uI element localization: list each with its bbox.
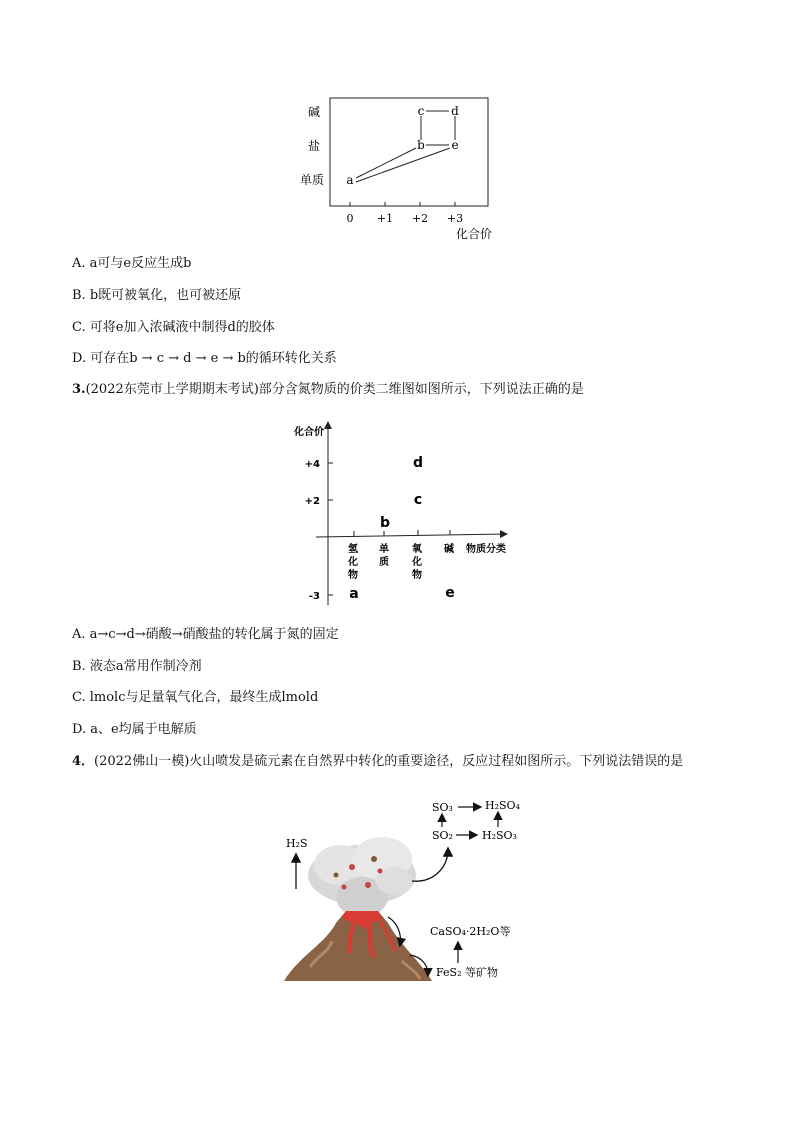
- figure-2-nitrogen-diagram: [288, 415, 518, 610]
- fig1-xtick-1: +1: [376, 212, 394, 225]
- q3-option-a: A. a→c→d→硝酸→硝酸盐的转化属于氮的固定: [72, 627, 339, 642]
- figure-3-volcano-sulfur: [270, 785, 570, 990]
- fig2-point-d: d: [412, 455, 424, 471]
- q4-number: 4．: [72, 754, 95, 769]
- q4-stem: [72, 750, 683, 769]
- q2-option-a: A. a可与e反应生成b: [72, 256, 192, 271]
- fig2-xtitle: 物质分类: [466, 544, 506, 555]
- fig2-xcat-base: 碱: [444, 544, 454, 555]
- fig2-xcat-oxide: 氧化物: [412, 544, 422, 581]
- fig1-point-e: e: [451, 138, 459, 152]
- q3-option-c: C. lmolc与足量氧气化合，最终生成lmold: [72, 690, 319, 705]
- q3-option-d: D. a、e均属于电解质: [72, 722, 197, 737]
- fig2-point-a: a: [349, 586, 359, 602]
- fig2-ytick-minus3: -3: [308, 591, 320, 602]
- fig3-h2so3: H₂SO₃: [482, 829, 517, 842]
- fig2-point-c: c: [413, 492, 423, 508]
- fig2-ytitle: 化合价: [294, 427, 324, 438]
- fig1-point-c: c: [417, 104, 425, 118]
- fig1-xtick-3: +3: [446, 212, 464, 225]
- q2-option-b: B. b既可被氧化，也可被还原: [72, 288, 242, 303]
- fig1-point-d: d: [451, 104, 459, 118]
- fig2-xcat-element: 单质: [379, 544, 389, 568]
- fig3-so3: SO₃: [432, 801, 453, 814]
- fig2-point-b: b: [379, 515, 391, 531]
- fig2-xcat-hydride: 氢化物: [348, 544, 358, 581]
- fig1-point-a: a: [346, 173, 354, 187]
- fig3-h2so4: H₂SO₄: [485, 799, 520, 812]
- fig1-ylabel-salt: 盐: [307, 139, 320, 153]
- fig3-caso4: CaSO₄·2H₂O等: [430, 925, 511, 938]
- fig1-point-b: b: [417, 138, 425, 152]
- fig2-ytick-plus4: +4: [304, 459, 320, 470]
- q3-option-b: B. 液态a常用作制冷剂: [72, 659, 202, 674]
- q4-stem-text: (2022佛山一模)火山喷发是硫元素在自然界中转化的重要途径，反应过程如图所示。下列说法错误的是: [94, 754, 684, 769]
- q2-option-c: C. 可将e加入浓碱液中制得d的胶体: [72, 320, 275, 335]
- fig3-smoke-cloud: [308, 837, 416, 917]
- fig1-xtitle: 化合价: [455, 227, 493, 241]
- fig2-ytick-plus2: +2: [304, 496, 320, 507]
- fig3-h2s: H₂S: [286, 837, 308, 850]
- fig1-xtick-0: 0: [346, 212, 354, 225]
- q3-stem: [72, 378, 584, 397]
- fig2-x-axis: [316, 534, 506, 537]
- q2-option-d: D. 可存在b → c → d → e → b的循环转化关系: [72, 351, 337, 366]
- fig3-fes2: FeS₂ 等矿物: [436, 966, 498, 979]
- fig1-ylabel-element: 单质: [299, 173, 324, 187]
- fig3-volcano: [284, 911, 432, 981]
- figure-1-valence-diagram: [290, 90, 510, 245]
- q3-number: 3.: [72, 382, 86, 397]
- fig3-so2: SO₂: [432, 829, 453, 842]
- fig1-connectors: [356, 111, 455, 182]
- fig2-point-e: e: [445, 585, 455, 601]
- fig1-ylabel-base: 碱: [307, 105, 320, 119]
- fig1-xtick-2: +2: [411, 212, 429, 225]
- fig3-cloud-to-so2-arrow: [412, 849, 448, 881]
- q3-stem-text: (2022东莞市上学期期末考试)部分含氮物质的价类二维图如图所示，下列说法正确的是: [85, 382, 584, 397]
